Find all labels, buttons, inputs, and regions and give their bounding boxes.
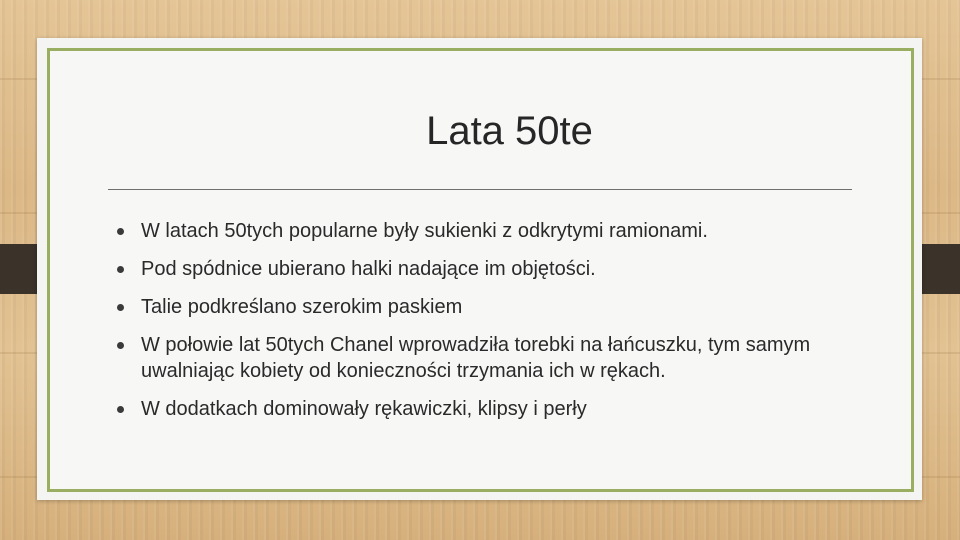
bullet-dot-icon [117,266,124,273]
bullet-text: Talie podkreślano szerokim paskiem [141,296,463,318]
bullet-text: W połowie lat 50tych Chanel wprowadziła torebki na łańcuszku, tym samym uwalniając kobiety od konieczności trzymania ich w rękach. [141,334,811,382]
bullet-item [117,332,847,384]
slide-title: Lata 50te [426,109,593,153]
bullet-item [117,256,847,282]
bullet-dot-icon [117,406,124,413]
bullet-text: Pod spódnice ubierano halki nadające im objętości. [141,258,596,280]
bullet-dot-icon [117,228,124,235]
bullet-item [117,294,847,320]
bullet-item [117,396,847,422]
bullet-text: W dodatkach dominowały rękawiczki, klipsy i perły [141,398,587,420]
title-divider [108,189,852,190]
bullet-item [117,218,847,244]
bullet-dot-icon [117,342,124,349]
bullet-dot-icon [117,304,124,311]
bullet-list [117,218,847,434]
slide-paper [37,38,922,500]
bullet-text: W latach 50tych popularne były sukienki z odkrytymi ramionami. [141,220,708,242]
